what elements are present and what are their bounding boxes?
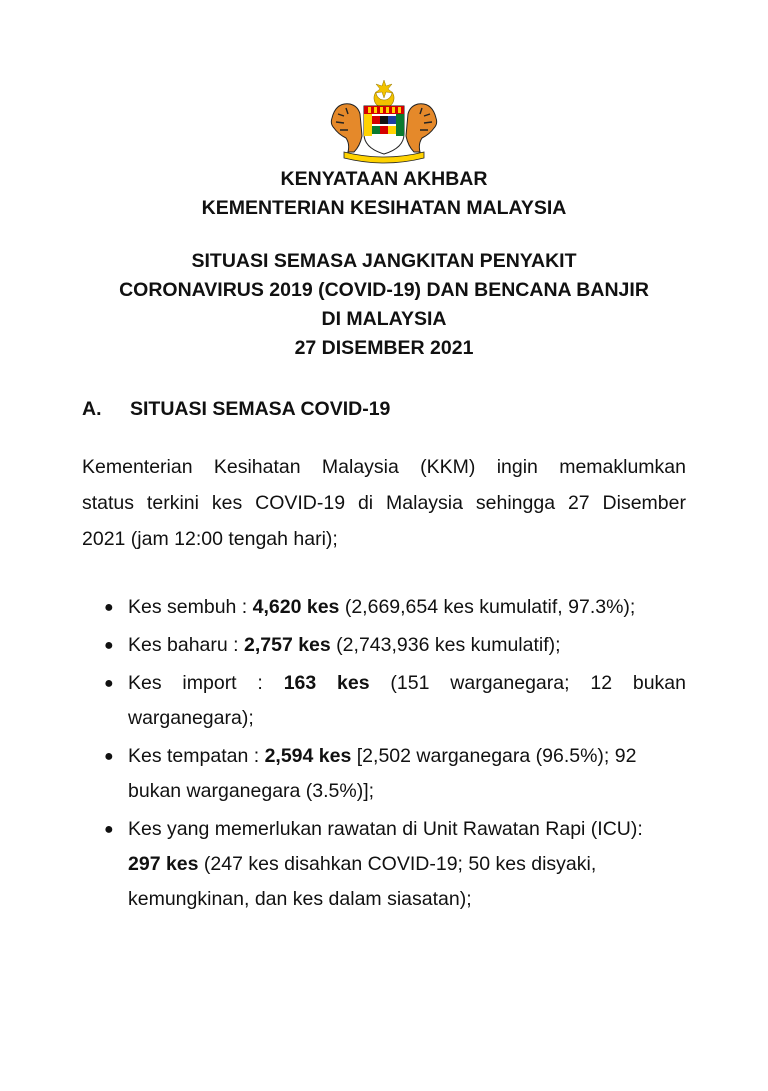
bullet-label: Kes yang memerlukan rawatan di Unit Rawatan Rapi (ICU): <box>128 818 643 840</box>
list-item <box>82 628 686 663</box>
bullet-detail-continued: warganegara); <box>128 707 254 729</box>
list-item <box>82 739 686 809</box>
document-title <box>0 247 768 363</box>
case-bullet-list <box>82 590 686 920</box>
title-line-3: DI MALAYSIA <box>321 308 447 330</box>
intro-paragraph <box>82 449 686 557</box>
section-letter: A. <box>82 398 102 420</box>
bullet-value: 2,594 kes <box>264 745 352 767</box>
bullet-value: 297 kes <box>128 853 199 875</box>
bullet-value: 2,757 kes <box>244 634 331 656</box>
bullet-icon: ● <box>104 821 114 838</box>
bullet-detail: (247 kes disahkan COVID-19; 50 kes disyaki, <box>198 853 597 875</box>
bullet-icon: ● <box>104 675 114 692</box>
bullet-detail-continued: bukan warganegara (3.5%)]; <box>128 780 375 802</box>
intro-line-2: status terkini kes COVID-19 di Malaysia sehingga 27 Disember <box>82 492 686 514</box>
press-release-heading <box>0 165 768 223</box>
press-line-1: KENYATAAN AKHBAR <box>280 168 488 190</box>
bullet-label: Kes import : <box>128 672 284 694</box>
title-line-2: CORONAVIRUS 2019 (COVID-19) DAN BENCANA BANJIR <box>119 279 649 301</box>
bullet-detail: (151 warganegara; 12 bukan <box>369 672 686 694</box>
press-line-2: KEMENTERIAN KESIHATAN MALAYSIA <box>201 197 567 219</box>
list-item <box>82 590 686 625</box>
bullet-icon: ● <box>104 599 114 616</box>
section-heading <box>82 398 390 421</box>
bullet-detail: (2,743,936 kes kumulatif); <box>330 634 561 656</box>
list-item <box>82 666 686 736</box>
section-title: SITUASI SEMASA COVID-19 <box>130 398 391 420</box>
bullet-value: 4,620 kes <box>252 596 340 618</box>
bullet-icon: ● <box>104 748 114 765</box>
coat-of-arms-logo <box>324 78 444 166</box>
bullet-label: Kes sembuh : <box>128 596 253 618</box>
intro-line-1: Kementerian Kesihatan Malaysia (KKM) ingin memaklumkan <box>82 456 686 478</box>
list-item <box>82 812 686 917</box>
intro-line-3: 2021 (jam 12:00 tengah hari); <box>82 528 338 550</box>
bullet-icon: ● <box>104 637 114 654</box>
bullet-value: 163 kes <box>283 672 370 694</box>
bullet-label: Kes baharu : <box>128 634 244 656</box>
bullet-detail: (2,669,654 kes kumulatif, 97.3%); <box>339 596 636 618</box>
title-line-1: SITUASI SEMASA JANGKITAN PENYAKIT <box>191 250 577 272</box>
bullet-detail: [2,502 warganegara (96.5%); 92 <box>351 745 637 767</box>
bullet-label: Kes tempatan : <box>128 745 265 767</box>
bullet-detail-continued: kemungkinan, dan kes dalam siasatan); <box>128 888 472 910</box>
document-date: 27 DISEMBER 2021 <box>294 337 474 359</box>
